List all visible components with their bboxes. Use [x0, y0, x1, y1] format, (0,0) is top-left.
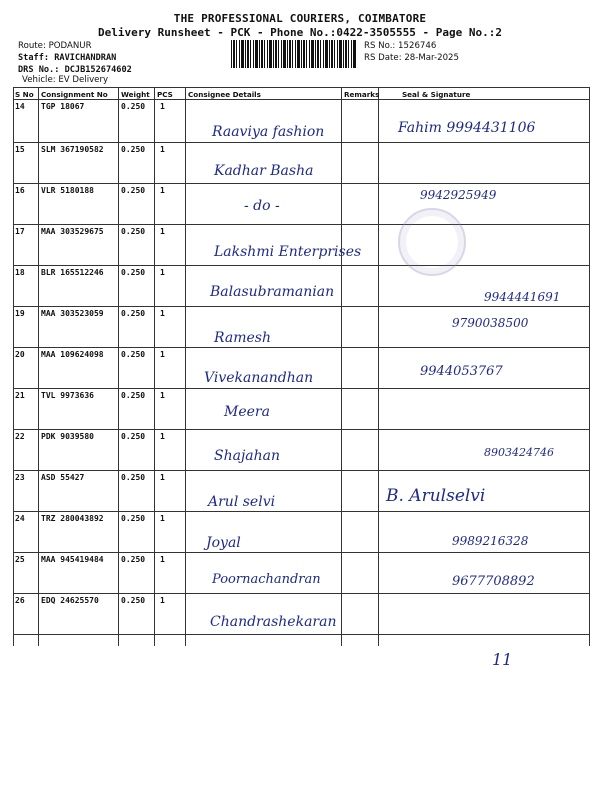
consignee-handwriting: Chandrashekaran — [210, 614, 337, 630]
col-header-pcs: PCS — [157, 90, 173, 99]
row-consignment: TGP 18067 — [41, 102, 85, 111]
consignee-handwriting: Meera — [224, 404, 270, 420]
consignee-handwriting: Kadhar Basha — [214, 163, 314, 179]
row-weight: 0.250 — [121, 514, 146, 523]
row-divider — [13, 224, 590, 225]
col-header-consignee: Consignee Details — [188, 90, 261, 99]
row-consignment: MAA 945419484 — [41, 555, 104, 564]
row-sno: 20 — [15, 350, 25, 359]
row-sno: 24 — [15, 514, 25, 523]
signature-handwriting: 9989216328 — [452, 534, 529, 548]
row-sno: 22 — [15, 432, 25, 441]
row-sno: 26 — [15, 596, 25, 605]
consignee-handwriting: Vivekanandhan — [204, 370, 314, 386]
row-sno: 25 — [15, 555, 25, 564]
row-divider — [13, 265, 590, 266]
row-pcs: 1 — [160, 268, 165, 277]
row-weight: 0.250 — [121, 186, 146, 195]
table-border — [13, 87, 590, 88]
table-header-divider — [13, 99, 590, 100]
row-weight: 0.250 — [121, 350, 146, 359]
row-consignment: BLR 165512246 — [41, 268, 104, 277]
row-consignment: EDQ 24625570 — [41, 596, 99, 605]
consignee-handwriting: Raaviya fashion — [212, 124, 325, 140]
signature-handwriting: 9790038500 — [452, 316, 529, 330]
row-consignment: TVL 9973636 — [41, 391, 94, 400]
row-divider — [13, 388, 590, 389]
col-header-sno: S No — [15, 90, 34, 99]
consignee-handwriting: Shajahan — [214, 448, 281, 464]
row-divider — [13, 183, 590, 184]
row-pcs: 1 — [160, 555, 165, 564]
row-pcs: 1 — [160, 309, 165, 318]
row-weight: 0.250 — [121, 227, 146, 236]
stamp-seal — [398, 208, 466, 276]
signature-handwriting: 9944441691 — [484, 290, 561, 304]
rs-date: RS Date: 28-Mar-2025 — [364, 53, 459, 63]
row-weight: 0.250 — [121, 391, 146, 400]
row-weight: 0.250 — [121, 102, 146, 111]
row-pcs: 1 — [160, 391, 165, 400]
col-divider — [185, 87, 186, 646]
drs-number: DRS No.: DCJB152674602 — [18, 65, 132, 75]
consignee-handwriting: Lakshmi Enterprises — [214, 244, 362, 260]
row-sno: 15 — [15, 145, 25, 154]
col-header-consignment: Consignment No — [41, 90, 108, 99]
row-pcs: 1 — [160, 596, 165, 605]
signature-handwriting: Fahim 9994431106 — [398, 120, 536, 136]
row-divider — [13, 429, 590, 430]
row-consignment: TRZ 280043892 — [41, 514, 104, 523]
row-pcs: 1 — [160, 186, 165, 195]
col-divider — [589, 87, 590, 646]
row-divider — [13, 306, 590, 307]
row-sno: 16 — [15, 186, 25, 195]
row-weight: 0.250 — [121, 432, 146, 441]
row-consignment: MAA 109624098 — [41, 350, 104, 359]
row-consignment: PDK 9039580 — [41, 432, 94, 441]
row-divider — [13, 593, 590, 594]
col-divider — [341, 87, 342, 646]
row-pcs: 1 — [160, 350, 165, 359]
row-sno: 17 — [15, 227, 25, 236]
col-divider — [154, 87, 155, 646]
row-weight: 0.250 — [121, 309, 146, 318]
row-sno: 14 — [15, 102, 25, 111]
consignee-handwriting: Ramesh — [214, 330, 271, 346]
consignee-handwriting: Joyal — [206, 535, 241, 551]
route-label: Route: PODANUR — [18, 41, 92, 51]
col-divider — [13, 87, 14, 646]
signature-handwriting: B. Arulselvi — [386, 486, 486, 506]
row-sno: 18 — [15, 268, 25, 277]
row-weight: 0.250 — [121, 268, 146, 277]
row-weight: 0.250 — [121, 145, 146, 154]
row-divider — [13, 142, 590, 143]
runsheet-subtitle: Delivery Runsheet - PCK - Phone No.:0422-3505555 - Page No.:2 — [98, 26, 502, 39]
row-divider — [13, 552, 590, 553]
col-header-seal: Seal & Signature — [402, 90, 471, 99]
row-weight: 0.250 — [121, 596, 146, 605]
col-header-weight: Weight — [121, 90, 150, 99]
row-divider — [13, 347, 590, 348]
row-sno: 21 — [15, 391, 25, 400]
row-pcs: 1 — [160, 514, 165, 523]
row-consignment: SLM 367190582 — [41, 145, 104, 154]
row-pcs: 1 — [160, 432, 165, 441]
col-divider — [118, 87, 119, 646]
company-title: THE PROFESSIONAL COURIERS, COIMBATORE — [173, 12, 427, 25]
rs-number: RS No.: 1526746 — [364, 41, 437, 51]
row-consignment: MAA 303529675 — [41, 227, 104, 236]
col-divider — [38, 87, 39, 646]
signature-handwriting: 9942925949 — [420, 188, 497, 202]
row-divider — [13, 470, 590, 471]
table-border — [13, 634, 590, 635]
row-pcs: 1 — [160, 145, 165, 154]
row-sno: 19 — [15, 309, 25, 318]
vehicle-label: Vehicle: EV Delivery — [22, 75, 109, 85]
signature-handwriting: 9944053767 — [420, 364, 503, 379]
row-weight: 0.250 — [121, 473, 146, 482]
consignee-handwriting: Balasubramanian — [210, 284, 335, 300]
staff-label: Staff: RAVICHANDRAN — [18, 53, 117, 63]
row-pcs: 1 — [160, 227, 165, 236]
row-consignment: ASD 55427 — [41, 473, 85, 482]
col-divider — [378, 87, 379, 646]
consignee-handwriting: Poornachandran — [212, 572, 321, 587]
row-divider — [13, 511, 590, 512]
row-weight: 0.250 — [121, 555, 146, 564]
signature-handwriting: 9677708892 — [452, 574, 535, 589]
consignee-handwriting: Arul selvi — [208, 494, 276, 510]
signature-handwriting: 8903424746 — [484, 446, 554, 459]
row-consignment: VLR 5180188 — [41, 186, 94, 195]
footer-tick-mark: 11 — [492, 650, 513, 669]
row-sno: 23 — [15, 473, 25, 482]
col-header-remarks: Remarks — [344, 90, 380, 99]
row-pcs: 1 — [160, 473, 165, 482]
row-pcs: 1 — [160, 102, 165, 111]
barcode-image — [231, 40, 357, 68]
row-consignment: MAA 303523059 — [41, 309, 104, 318]
consignee-handwriting: - do - — [244, 198, 280, 214]
